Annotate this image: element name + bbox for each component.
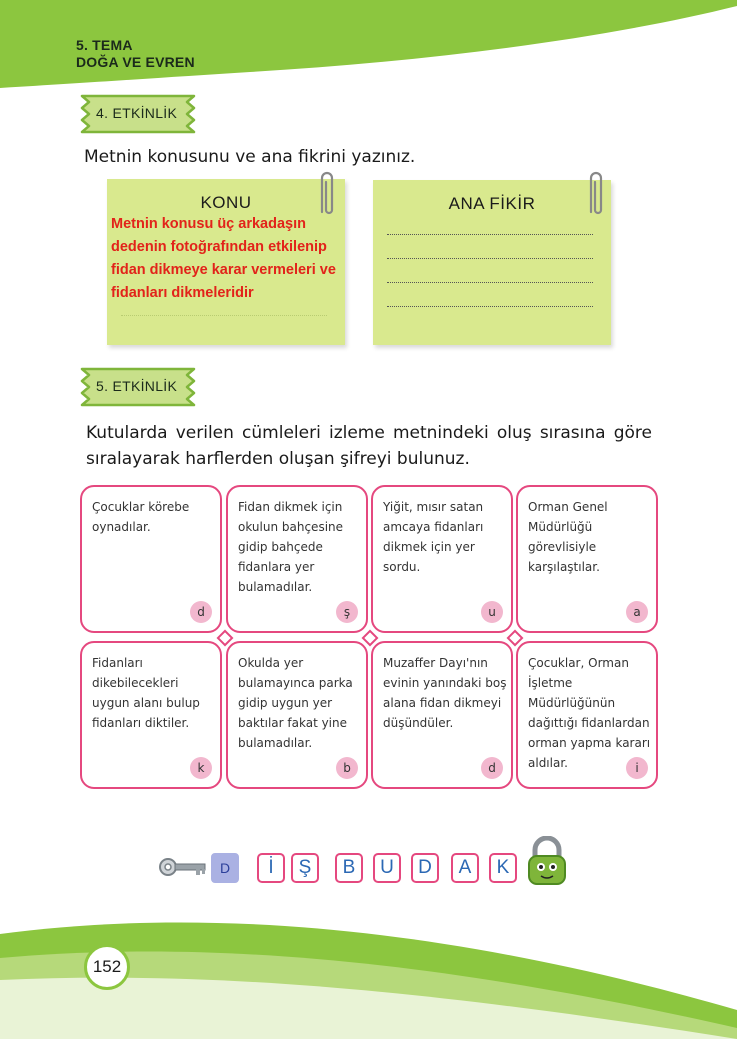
sentence-card (516, 641, 658, 789)
sentence-card (226, 641, 368, 789)
card-letter: b (336, 757, 358, 779)
sentence-card (371, 641, 513, 789)
activity-4-instruction: Metnin konusunu ve ana fikrini yazınız. (84, 147, 416, 167)
konu-dotted-line (121, 315, 327, 316)
paperclip-icon (316, 168, 338, 220)
konu-answer: Metnin konusu üç arkadaşın dedenin fotoğrafından etkilenip fidan dikmeye karar vermeleri ve fidanları dikmeleridir (111, 216, 336, 301)
card-letter: d (190, 601, 212, 623)
answer-box: K (489, 853, 517, 883)
paperclip-icon (585, 168, 607, 220)
answer-box: A (451, 853, 479, 883)
card-text: Muzaffer Dayı'nın evinin yanındaki boş alana fidan dikmeyi düşündüler. (383, 656, 507, 730)
activity-5-label: 5. ETKİNLİK (96, 378, 178, 394)
sentence-card (371, 485, 513, 633)
card-letter: a (626, 601, 648, 623)
card-text: Çocuklar, Orman İşletme Müdürlüğünün dağıttığı fidanlardan orman yapma kararı aldılar. (528, 656, 651, 770)
card-letter: i (626, 757, 648, 779)
activity-5-instruction: Kutularda verilen cümleleri izleme metnindeki oluş sırasına göre sıralayarak harflerden oluşan şifreyi bulunuz. (86, 423, 652, 469)
answer-box: Ş (291, 853, 319, 883)
sentence-card (226, 485, 368, 633)
sentence-card (80, 485, 222, 633)
theme-number: 5. TEMA (76, 37, 133, 53)
ana-fikir-line-1[interactable] (387, 234, 593, 235)
card-letter: k (190, 757, 212, 779)
card-letter: ş (336, 601, 358, 623)
padlock-icon (525, 836, 569, 886)
page-number: 152 (84, 944, 130, 990)
ana-fikir-line-4[interactable] (387, 306, 593, 307)
konu-note (107, 179, 345, 345)
key-icon (158, 855, 208, 879)
card-text: Orman Genel Müdürlüğü görevlisiyle karşılaştılar. (528, 500, 608, 574)
answer-box: B (335, 853, 363, 883)
ana-fikir-title: ANA FİKİR (448, 194, 536, 213)
card-text: Okulda yer bulamayınca parka gidip uygun yer baktılar fakat yine bulamadılar. (238, 656, 353, 750)
answer-box: D (411, 853, 439, 883)
card-text: Yiğit, mısır satan amcaya fidanları dikmek için yer sordu. (383, 500, 484, 574)
card-letter: d (481, 757, 503, 779)
activity-5-badge (74, 365, 202, 409)
ana-fikir-note (373, 180, 611, 345)
card-letter: u (481, 601, 503, 623)
card-text: Çocuklar körebe oynadılar. (92, 500, 190, 534)
theme-name: DOĞA VE EVREN (76, 54, 195, 70)
answer-box: İ (257, 853, 285, 883)
ana-fikir-line-3[interactable] (387, 282, 593, 283)
answer-box: D (211, 853, 239, 883)
answer-box: U (373, 853, 401, 883)
activity-4-label: 4. ETKİNLİK (96, 105, 178, 121)
ana-fikir-line-2[interactable] (387, 258, 593, 259)
activity-4-badge (74, 92, 202, 136)
konu-title: KONU (200, 193, 252, 212)
card-text: Fidan dikmek için okulun bahçesine gidip bahçede fidanlara yer bulamadılar. (238, 500, 344, 594)
theme-heading (76, 37, 195, 71)
sentence-card (80, 641, 222, 789)
sentence-card (516, 485, 658, 633)
card-text: Fidanları dikebilecekleri uygun alanı bulup fidanları diktiler. (92, 656, 200, 730)
